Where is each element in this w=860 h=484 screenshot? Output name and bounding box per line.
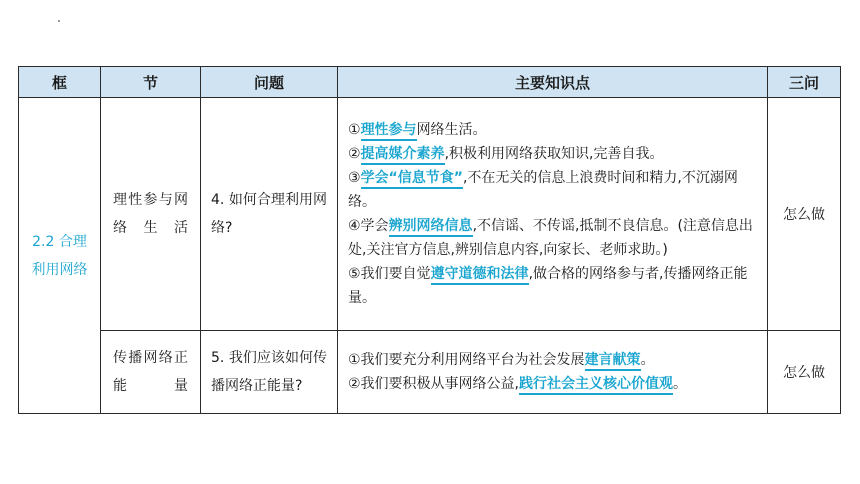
point-item: ①理性参与网络生活。 <box>348 118 759 142</box>
three-questions-cell: 怎么做 <box>768 98 841 331</box>
keyword: 学会“信息节食” <box>361 170 463 189</box>
header-section: 节 <box>101 67 201 98</box>
section-cell: 传播网络正能量 <box>101 331 201 414</box>
section-cell: 理性参与网络生活 <box>101 98 201 331</box>
keyword: 提高媒介素养 <box>361 146 445 165</box>
point-item: ③学会“信息节食”,不在无关的信息上浪费时间和精力,不沉溺网络。 <box>348 169 738 210</box>
header-three-questions: 三问 <box>768 67 841 98</box>
header-row <box>19 67 841 98</box>
keyword: 践行社会主义核心价值观 <box>519 376 673 395</box>
question-cell: 5. 我们应该如何传播网络正能量? <box>201 331 338 414</box>
decorative-dot <box>58 20 60 22</box>
header-frame: 框 <box>19 67 101 98</box>
keyword: 建言献策 <box>585 352 641 371</box>
header-points: 主要知识点 <box>338 67 768 98</box>
frame-line-1: 2.2 合理 <box>32 233 87 250</box>
point-item: ②提高媒介素养,积极利用网络获取知识,完善自我。 <box>348 142 759 166</box>
points-cell <box>338 98 768 331</box>
point-item: ①我们要充分利用网络平台为社会发展建言献策。 <box>348 348 759 372</box>
keyword: 辨别网络信息 <box>389 218 473 237</box>
point-item: ②我们要积极从事网络公益,践行社会主义核心价值观。 <box>348 372 759 396</box>
knowledge-table <box>18 66 841 414</box>
frame-line-2: 利用网络 <box>31 261 88 278</box>
table-row <box>19 98 841 331</box>
point-item: ⑤我们要自觉遵守道德和法律,做合格的网络参与者,传播网络正能量。 <box>348 265 748 306</box>
question-cell: 4. 如何合理利用网络? <box>201 98 338 331</box>
frame-cell <box>19 98 101 414</box>
table-row <box>19 331 841 414</box>
three-questions-cell: 怎么做 <box>768 331 841 414</box>
point-item: ④学会辨别网络信息,不信谣、不传谣,抵制不良信息。(注意信息出处,关注官方信息,辨别信息内容,向家长、老师求助。) <box>348 217 753 258</box>
header-question: 问题 <box>201 67 338 98</box>
keyword: 理性参与 <box>361 122 417 141</box>
keyword: 遵守道德和法律 <box>431 266 529 285</box>
points-cell <box>338 331 768 414</box>
